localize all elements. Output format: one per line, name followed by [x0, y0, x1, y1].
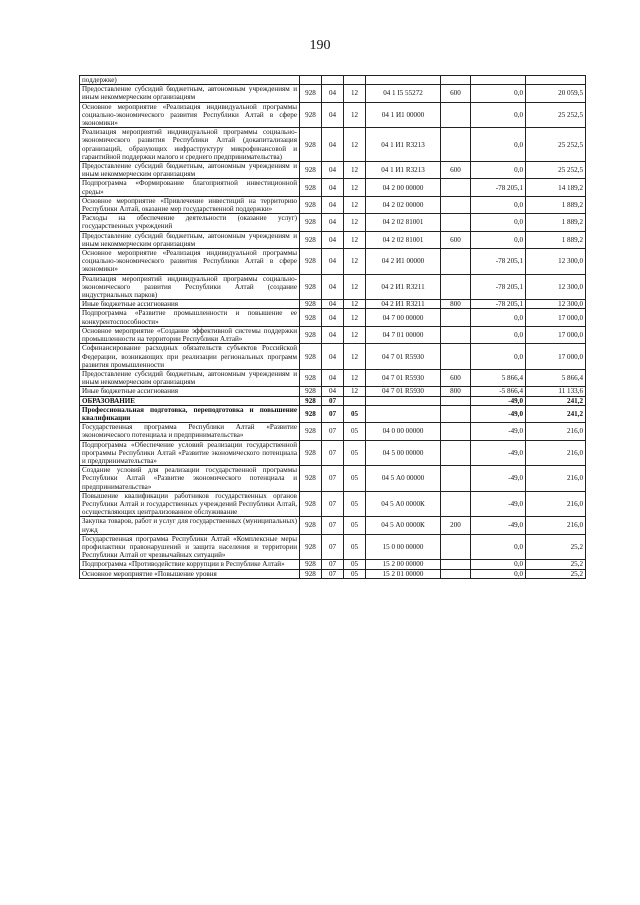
- subsection-code: 05: [344, 534, 366, 560]
- target-article-code: 04 7 01 00000: [366, 326, 441, 343]
- target-article-code: 04 2 И1 R3211: [366, 274, 441, 300]
- row-name: Повышение квалификации работников государственных органов Республики Алтай и государственных учреждений Республики Алтай, осуществляющих централизованное обслуживание: [80, 491, 300, 517]
- ministry-code: 928: [300, 517, 322, 534]
- ministry-code: 928: [300, 369, 322, 386]
- expense-type-code: [441, 440, 471, 466]
- expense-type-code: [441, 569, 471, 578]
- target-article-code: 04 2 02 81001: [366, 214, 441, 231]
- table-row: [80, 387, 586, 396]
- table-row: [80, 309, 586, 326]
- ministry-code: 928: [300, 560, 322, 569]
- target-article-code: 04 7 01 R5930: [366, 369, 441, 386]
- ministry-code: 928: [300, 179, 322, 196]
- change-amount: -78 205,1: [471, 274, 526, 300]
- row-name: поддержке): [80, 76, 300, 85]
- row-name: Предоставление субсидий бюджетным, автономным учреждениям и иным некоммерческим организациям: [80, 162, 300, 179]
- expense-type-code: [441, 76, 471, 85]
- subsection-code: 12: [344, 231, 366, 248]
- table-row: [80, 300, 586, 309]
- section-code: 07: [322, 534, 344, 560]
- table-row: [80, 76, 586, 85]
- ministry-code: 928: [300, 249, 322, 275]
- table-body: [80, 76, 586, 579]
- total-amount: 25,2: [526, 569, 586, 578]
- section-code: 04: [322, 196, 344, 213]
- change-amount: 0,0: [471, 162, 526, 179]
- target-article-code: 04 2 И1 R3211: [366, 300, 441, 309]
- row-name: Софинансирование расходных обязательств субъектов Российской Федерации, возникающих при реализации региональных программ развития промышленности: [80, 344, 300, 370]
- ministry-code: 928: [300, 423, 322, 440]
- row-name: Реализация мероприятий индивидуальной программы социально-экономического развития Республики Алтай (создание индустриальных парков): [80, 274, 300, 300]
- change-amount: -49,0: [471, 423, 526, 440]
- target-article-code: 04 0 00 00000: [366, 423, 441, 440]
- section-code: 04: [322, 369, 344, 386]
- target-article-code: 04 1 I5 55272: [366, 85, 441, 102]
- ministry-code: 928: [300, 231, 322, 248]
- subsection-code: 12: [344, 274, 366, 300]
- table-row: [80, 396, 586, 405]
- total-amount: 216,0: [526, 440, 586, 466]
- change-amount: -49,0: [471, 466, 526, 492]
- table-row: [80, 274, 586, 300]
- target-article-code: 04 5 А0 00000: [366, 466, 441, 492]
- target-article-code: 15 0 00 00000: [366, 534, 441, 560]
- target-article-code: [366, 405, 441, 422]
- total-amount: 25 252,5: [526, 102, 586, 128]
- total-amount: 1 889,2: [526, 231, 586, 248]
- total-amount: 11 133,6: [526, 387, 586, 396]
- table-row: [80, 560, 586, 569]
- table-row: [80, 179, 586, 196]
- table-row: [80, 231, 586, 248]
- table-row: [80, 440, 586, 466]
- section-code: 07: [322, 569, 344, 578]
- target-article-code: 04 1 И1 R3213: [366, 128, 441, 162]
- section-code: 04: [322, 274, 344, 300]
- change-amount: 0,0: [471, 534, 526, 560]
- table-row: [80, 569, 586, 578]
- row-name: Профессиональная подготовка, переподготовка и повышение квалификации: [80, 405, 300, 422]
- total-amount: 25,2: [526, 534, 586, 560]
- expense-type-code: 600: [441, 231, 471, 248]
- table-row: [80, 214, 586, 231]
- ministry-code: 928: [300, 405, 322, 422]
- change-amount: 0,0: [471, 102, 526, 128]
- change-amount: 0,0: [471, 344, 526, 370]
- expense-type-code: [441, 423, 471, 440]
- change-amount: -78 205,1: [471, 300, 526, 309]
- table-row: [80, 423, 586, 440]
- expense-type-code: 600: [441, 162, 471, 179]
- change-amount: 0,0: [471, 569, 526, 578]
- subsection-code: 05: [344, 405, 366, 422]
- change-amount: 5 866,4: [471, 369, 526, 386]
- subsection-code: 12: [344, 214, 366, 231]
- ministry-code: 928: [300, 196, 322, 213]
- subsection-code: 05: [344, 423, 366, 440]
- expense-type-code: 800: [441, 387, 471, 396]
- total-amount: 20 059,5: [526, 85, 586, 102]
- subsection-code: 05: [344, 517, 366, 534]
- row-name: Государственная программа Республики Алтай «Комплексные меры профилактики правонарушений и защита населения и территории Республики Алтай от чрезвычайных ситуаций»: [80, 534, 300, 560]
- row-name: Расходы на обеспечение деятельности (оказание услуг) государственных учреждений: [80, 214, 300, 231]
- target-article-code: 04 2 00 00000: [366, 179, 441, 196]
- section-code: 07: [322, 405, 344, 422]
- change-amount: -49,0: [471, 491, 526, 517]
- target-article-code: 04 7 00 00000: [366, 309, 441, 326]
- row-name: Предоставление субсидий бюджетным, автономным учреждениям и иным некоммерческим организациям: [80, 85, 300, 102]
- table-row: [80, 128, 586, 162]
- subsection-code: 12: [344, 369, 366, 386]
- ministry-code: 928: [300, 102, 322, 128]
- total-amount: 14 189,2: [526, 179, 586, 196]
- ministry-code: 928: [300, 300, 322, 309]
- expense-type-code: [441, 326, 471, 343]
- change-amount: 0,0: [471, 560, 526, 569]
- section-code: 07: [322, 466, 344, 492]
- ministry-code: 928: [300, 569, 322, 578]
- expense-type-code: [441, 309, 471, 326]
- subsection-code: 12: [344, 85, 366, 102]
- section-code: 04: [322, 102, 344, 128]
- ministry-code: 928: [300, 326, 322, 343]
- table-row: [80, 517, 586, 534]
- table-row: [80, 85, 586, 102]
- table-row: [80, 102, 586, 128]
- change-amount: -78 205,1: [471, 179, 526, 196]
- row-name: Подпрограмма «Противодействие коррупции в Республике Алтай»: [80, 560, 300, 569]
- total-amount: 1 889,2: [526, 196, 586, 213]
- row-name: ОБРАЗОВАНИЕ: [80, 396, 300, 405]
- change-amount: 0,0: [471, 309, 526, 326]
- ministry-code: 928: [300, 162, 322, 179]
- section-code: [322, 76, 344, 85]
- change-amount: 0,0: [471, 85, 526, 102]
- subsection-code: 05: [344, 569, 366, 578]
- ministry-code: [300, 76, 322, 85]
- ministry-code: 928: [300, 491, 322, 517]
- expense-type-code: 800: [441, 300, 471, 309]
- change-amount: -49,0: [471, 405, 526, 422]
- section-code: 04: [322, 231, 344, 248]
- row-name: Подпрограмма «Формирование благоприятной инвестиционной среды»: [80, 179, 300, 196]
- row-name: Основное мероприятие «Повышение уровня: [80, 569, 300, 578]
- ministry-code: 928: [300, 534, 322, 560]
- target-article-code: 04 2 И1 00000: [366, 249, 441, 275]
- table-row: [80, 326, 586, 343]
- total-amount: 17 000,0: [526, 344, 586, 370]
- expense-type-code: 600: [441, 85, 471, 102]
- target-article-code: 04 1 И1 00000: [366, 102, 441, 128]
- target-article-code: 04 2 02 00000: [366, 196, 441, 213]
- budget-table: [79, 75, 586, 579]
- ministry-code: 928: [300, 440, 322, 466]
- table-row: [80, 162, 586, 179]
- ministry-code: 928: [300, 128, 322, 162]
- change-amount: 0,0: [471, 326, 526, 343]
- target-article-code: 04 2 02 81001: [366, 231, 441, 248]
- target-article-code: 04 5 А0 0000К: [366, 517, 441, 534]
- section-code: 04: [322, 85, 344, 102]
- expense-type-code: [441, 196, 471, 213]
- table-row: [80, 344, 586, 370]
- expense-type-code: 200: [441, 517, 471, 534]
- row-name: Иные бюджетные ассигнования: [80, 300, 300, 309]
- row-name: Основное мероприятие «Реализация индивидуальной программы социально-экономического развития Республики Алтай в сфере экономики»: [80, 249, 300, 275]
- total-amount: 241,2: [526, 405, 586, 422]
- subsection-code: 12: [344, 387, 366, 396]
- subsection-code: [344, 76, 366, 85]
- total-amount: 216,0: [526, 466, 586, 492]
- row-name: Реализация мероприятий индивидуальной программы социально-экономического развития Республики Алтай (докапитализация организаций, образующих инфраструктуру микрофинансовой и гарантийной поддержки малого и среднего предпринимательства): [80, 128, 300, 162]
- total-amount: 216,0: [526, 423, 586, 440]
- target-article-code: 04 1 И1 R3213: [366, 162, 441, 179]
- section-code: 07: [322, 440, 344, 466]
- table-row: [80, 196, 586, 213]
- total-amount: 216,0: [526, 491, 586, 517]
- change-amount: -49,0: [471, 517, 526, 534]
- row-name: Основное мероприятие «Создание эффективной системы поддержки промышленности на территории Республики Алтай»: [80, 326, 300, 343]
- expense-type-code: [441, 102, 471, 128]
- page-number: 190: [309, 38, 331, 53]
- total-amount: 17 000,0: [526, 326, 586, 343]
- subsection-code: 12: [344, 344, 366, 370]
- target-article-code: 04 5 А0 0000К: [366, 491, 441, 517]
- section-code: 04: [322, 387, 344, 396]
- total-amount: 25,2: [526, 560, 586, 569]
- subsection-code: 12: [344, 162, 366, 179]
- expense-type-code: [441, 214, 471, 231]
- change-amount: 0,0: [471, 128, 526, 162]
- total-amount: 5 866,4: [526, 369, 586, 386]
- total-amount: 25 252,5: [526, 162, 586, 179]
- subsection-code: 12: [344, 128, 366, 162]
- expense-type-code: [441, 249, 471, 275]
- table-row: [80, 405, 586, 422]
- section-code: 04: [322, 128, 344, 162]
- row-name: Подпрограмма «Развитие промышленности и повышение ее конкурентоспособности»: [80, 309, 300, 326]
- expense-type-code: [441, 466, 471, 492]
- section-code: 07: [322, 396, 344, 405]
- expense-type-code: [441, 179, 471, 196]
- section-code: 04: [322, 249, 344, 275]
- change-amount: -78 205,1: [471, 249, 526, 275]
- target-article-code: 15 2 00 00000: [366, 560, 441, 569]
- subsection-code: 05: [344, 440, 366, 466]
- subsection-code: 12: [344, 249, 366, 275]
- subsection-code: 12: [344, 309, 366, 326]
- section-code: 04: [322, 344, 344, 370]
- ministry-code: 928: [300, 466, 322, 492]
- total-amount: 25 252,5: [526, 128, 586, 162]
- row-name: Основное мероприятие «Привлечение инвестиций на территорию Республики Алтай, оказание мер государственной поддержки»: [80, 196, 300, 213]
- ministry-code: 928: [300, 396, 322, 405]
- change-amount: -49,0: [471, 396, 526, 405]
- expense-type-code: [441, 491, 471, 517]
- section-code: 07: [322, 560, 344, 569]
- subsection-code: 05: [344, 560, 366, 569]
- target-article-code: 04 5 00 00000: [366, 440, 441, 466]
- row-name: Основное мероприятие «Реализация индивидуальной программы социально-экономического развития Республики Алтай в сфере экономики»: [80, 102, 300, 128]
- row-name: Создание условий для реализации государственной программы Республики Алтай «Развитие экономического потенциала и предпринимательства»: [80, 466, 300, 492]
- change-amount: -49,0: [471, 440, 526, 466]
- row-name: Подпрограмма «Обеспечение условий реализации государственной программы Республики Алтай «Развитие экономического потенциала и предпринимательства»: [80, 440, 300, 466]
- target-article-code: [366, 396, 441, 405]
- subsection-code: 05: [344, 466, 366, 492]
- change-amount: 0,0: [471, 214, 526, 231]
- total-amount: 241,2: [526, 396, 586, 405]
- table-row: [80, 534, 586, 560]
- subsection-code: [344, 396, 366, 405]
- expense-type-code: [441, 274, 471, 300]
- subsection-code: 12: [344, 300, 366, 309]
- total-amount: 12 300,0: [526, 249, 586, 275]
- section-code: 07: [322, 423, 344, 440]
- section-code: 04: [322, 179, 344, 196]
- total-amount: 1 889,2: [526, 214, 586, 231]
- expense-type-code: [441, 396, 471, 405]
- ministry-code: 928: [300, 387, 322, 396]
- change-amount: 0,0: [471, 231, 526, 248]
- table-row: [80, 249, 586, 275]
- target-article-code: [366, 76, 441, 85]
- change-amount: [471, 76, 526, 85]
- row-name: Предоставление субсидий бюджетным, автономным учреждениям и иным некоммерческим организациям: [80, 369, 300, 386]
- total-amount: 12 300,0: [526, 300, 586, 309]
- expense-type-code: [441, 560, 471, 569]
- table-row: [80, 369, 586, 386]
- total-amount: 216,0: [526, 517, 586, 534]
- change-amount: -5 866,4: [471, 387, 526, 396]
- section-code: 04: [322, 326, 344, 343]
- target-article-code: 04 7 01 R5930: [366, 387, 441, 396]
- target-article-code: 04 7 01 R5930: [366, 344, 441, 370]
- change-amount: 0,0: [471, 196, 526, 213]
- target-article-code: 15 2 01 00000: [366, 569, 441, 578]
- ministry-code: 928: [300, 214, 322, 231]
- section-code: 04: [322, 162, 344, 179]
- expense-type-code: [441, 534, 471, 560]
- section-code: 04: [322, 300, 344, 309]
- total-amount: [526, 76, 586, 85]
- expense-type-code: 600: [441, 369, 471, 386]
- ministry-code: 928: [300, 344, 322, 370]
- ministry-code: 928: [300, 274, 322, 300]
- total-amount: 17 000,0: [526, 309, 586, 326]
- section-code: 04: [322, 309, 344, 326]
- total-amount: 12 300,0: [526, 274, 586, 300]
- table-row: [80, 466, 586, 492]
- subsection-code: 12: [344, 102, 366, 128]
- table-row: [80, 491, 586, 517]
- row-name: Государственная программа Республики Алтай «Развитие экономического потенциала и предпринимательства»: [80, 423, 300, 440]
- section-code: 07: [322, 491, 344, 517]
- subsection-code: 12: [344, 179, 366, 196]
- subsection-code: 05: [344, 491, 366, 517]
- row-name: Предоставление субсидий бюджетным, автономным учреждениям и иным некоммерческим организациям: [80, 231, 300, 248]
- row-name: Иные бюджетные ассигнования: [80, 387, 300, 396]
- subsection-code: 12: [344, 196, 366, 213]
- expense-type-code: [441, 405, 471, 422]
- section-code: 07: [322, 517, 344, 534]
- ministry-code: 928: [300, 85, 322, 102]
- subsection-code: 12: [344, 326, 366, 343]
- section-code: 04: [322, 214, 344, 231]
- row-name: Закупка товаров, работ и услуг для государственных (муниципальных) нужд: [80, 517, 300, 534]
- ministry-code: 928: [300, 309, 322, 326]
- expense-type-code: [441, 344, 471, 370]
- expense-type-code: [441, 128, 471, 162]
